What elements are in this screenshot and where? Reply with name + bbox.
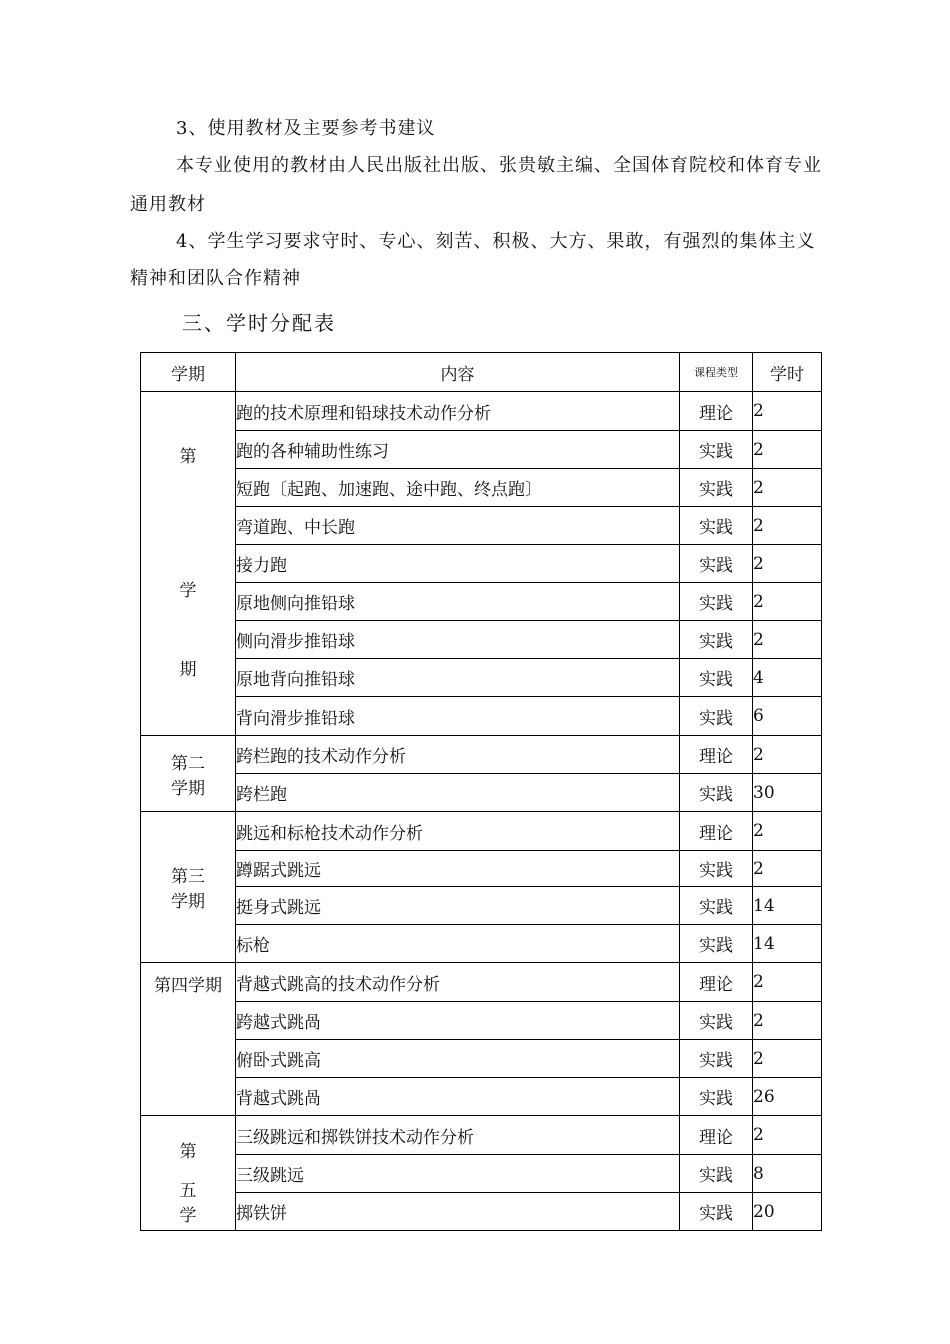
table-row [141,1002,822,1040]
table-row [141,469,822,507]
table-row [141,736,822,774]
row-course-type: 实践 [680,1040,753,1078]
header-semester: 学期 [141,353,236,392]
row-content: 跳远和标枪技术动作分析 [236,812,680,851]
semester-label-part: 第 [179,447,197,467]
row-course-type: 理论 [680,736,753,774]
table-row [141,925,822,963]
table-body [141,392,822,1231]
row-content: 侧向滑步推铅球 [236,621,680,659]
semester-cell [141,736,236,812]
table-row [141,963,822,1002]
semester-label-part: 第 [179,1142,197,1162]
table-row [141,1078,822,1116]
row-hours: 2 [753,545,822,583]
semester-label [141,1137,235,1226]
row-course-type: 实践 [680,507,753,545]
table-row [141,507,822,545]
row-hours: 14 [753,925,822,963]
table-row [141,1155,822,1193]
section3-body-line1: 本专业使用的教材由人民出版社出版、张贵敏主编、全国体育院校和体育专业 [176,155,822,176]
row-course-type: 理论 [680,963,753,1002]
row-course-type: 实践 [680,925,753,963]
row-content: 俯卧式跳高 [236,1040,680,1078]
table-header-row [141,353,822,392]
row-content: 掷铁饼 [236,1193,680,1231]
row-hours: 26 [753,1078,822,1116]
row-content: 背越式跳咼 [236,1078,680,1116]
row-content: 跑的各种辅助性练习 [236,431,680,469]
row-course-type: 实践 [680,774,753,812]
row-content: 短跑〔起跑、加速跑、途中跑、终点跑〕 [236,469,680,507]
row-course-type: 实践 [680,659,753,697]
section3-heading: 3、使用教材及主要参考书建议 [176,118,436,139]
semester-label-part: 学 [179,581,197,601]
row-hours: 2 [753,583,822,621]
row-hours: 2 [753,1040,822,1078]
row-course-type: 实践 [680,1078,753,1116]
row-course-type: 理论 [680,392,753,431]
table-row [141,1116,822,1155]
row-hours: 2 [753,812,822,851]
semester-label-part: 五 [179,1181,197,1201]
semester-label [141,971,235,996]
semester-label-part: 学期 [171,778,205,799]
section4-line2: 精神和团队合作精神 [130,268,301,289]
table-row [141,851,822,887]
row-hours: 8 [753,1155,822,1193]
section4-line1: 4、学生学习要求守时、专心、刻苦、积极、大方、果敢，有强烈的集体主义 [176,231,816,252]
row-course-type: 理论 [680,812,753,851]
row-hours: 30 [753,774,822,812]
semester-label-part: 第二 [171,753,205,774]
row-course-type: 理论 [680,1116,753,1155]
semester-cell [141,392,236,736]
table-row [141,583,822,621]
row-hours: 2 [753,469,822,507]
table-row [141,621,822,659]
row-course-type: 实践 [680,469,753,507]
row-content: 背越式跳高的技术动作分析 [236,963,680,1002]
row-content: 原地背向推铅球 [236,659,680,697]
row-hours: 2 [753,431,822,469]
row-course-type: 实践 [680,851,753,887]
row-content: 跨栏跑 [236,774,680,812]
row-course-type: 实践 [680,583,753,621]
table-row [141,887,822,925]
row-course-type: 实践 [680,1002,753,1040]
row-hours: 20 [753,1193,822,1231]
table-row [141,774,822,812]
table-row [141,659,822,697]
row-hours: 2 [753,507,822,545]
row-course-type: 实践 [680,1193,753,1231]
row-hours: 2 [753,851,822,887]
section3-body-line2: 通用教材 [130,194,206,215]
row-content: 背向滑步推铅球 [236,697,680,736]
table-title: 三、学时分配表 [182,311,336,335]
table-row [141,545,822,583]
row-content: 挺身式跳远 [236,887,680,925]
semester-label [141,749,235,799]
table-row [141,1040,822,1078]
table-row [141,812,822,851]
row-content: 原地侧向推铅球 [236,583,680,621]
row-course-type: 实践 [680,697,753,736]
header-hours: 学时 [753,353,822,392]
row-content: 跨越式跳咼 [236,1002,680,1040]
hours-allocation-table [140,352,822,1231]
semester-label [141,442,235,680]
row-content: 接力跑 [236,545,680,583]
row-hours: 14 [753,887,822,925]
semester-label-part: 学 [179,1206,197,1226]
semester-label [141,862,235,912]
row-content: 三级跳远 [236,1155,680,1193]
header-course-type: 课程类型 [680,353,753,392]
row-content: 弯道跑、中长跑 [236,507,680,545]
semester-label-part: 第三 [171,867,205,887]
table-row [141,1193,822,1231]
row-course-type: 实践 [680,621,753,659]
row-content: 三级跳远和掷铁饼技术动作分析 [236,1116,680,1155]
semester-cell [141,1116,236,1231]
table-row [141,697,822,736]
semester-cell [141,963,236,1116]
table-row [141,431,822,469]
row-hours: 2 [753,1002,822,1040]
semester-label-part: 第四学期 [154,976,222,996]
row-hours: 2 [753,392,822,431]
table-row [141,392,822,431]
row-course-type: 实践 [680,887,753,925]
row-hours: 6 [753,697,822,736]
row-course-type: 实践 [680,545,753,583]
row-content: 跨栏跑的技术动作分析 [236,736,680,774]
semester-label-part: 期 [179,660,197,680]
row-course-type: 实践 [680,1155,753,1193]
semester-label-part: 学期 [171,892,205,912]
header-content: 内容 [236,353,680,392]
row-content: 标枪 [236,925,680,963]
row-content: 跑的技术原理和铅球技术动作分析 [236,392,680,431]
row-hours: 4 [753,659,822,697]
row-content: 蹲踞式跳远 [236,851,680,887]
semester-cell [141,812,236,963]
row-hours: 2 [753,963,822,1002]
row-hours: 2 [753,736,822,774]
row-hours: 2 [753,1116,822,1155]
row-course-type: 实践 [680,431,753,469]
row-hours: 2 [753,621,822,659]
